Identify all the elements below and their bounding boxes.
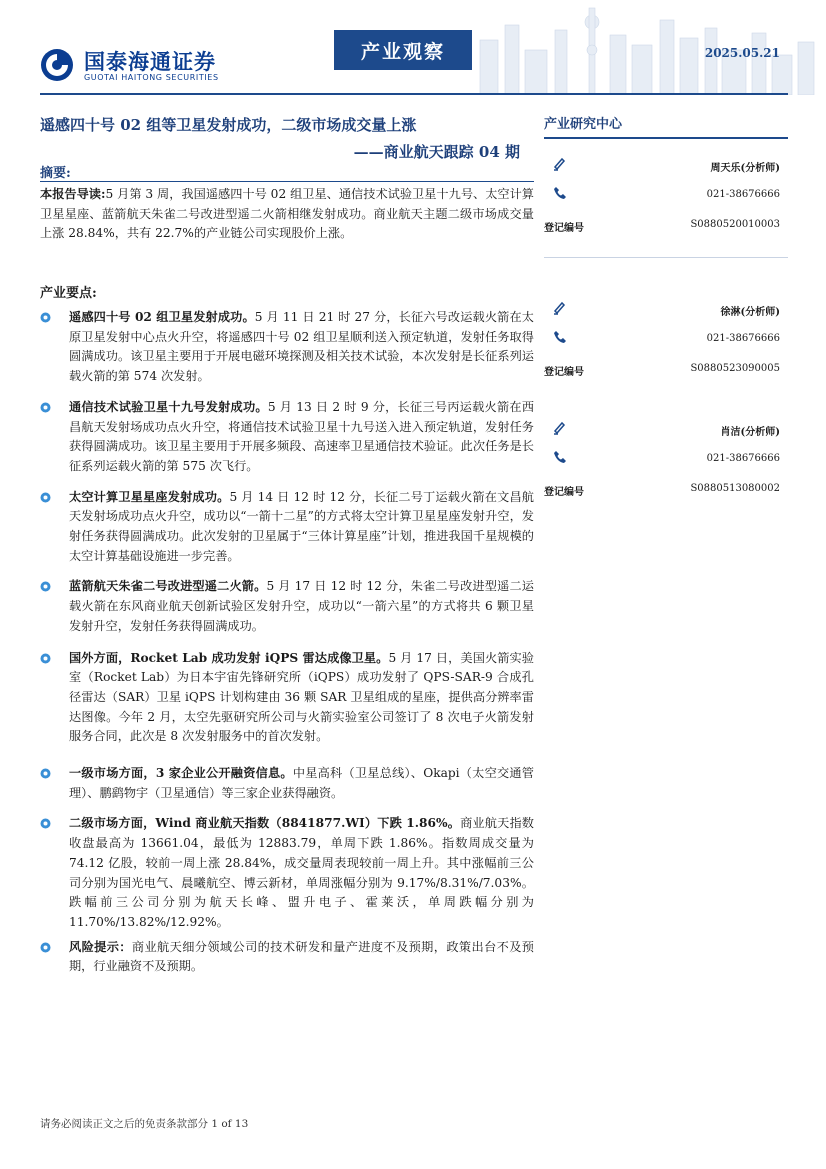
analyst-reg-number: S0880520010003 — [690, 219, 780, 230]
reg-label: 登记编号 — [544, 367, 584, 378]
key-point — [40, 308, 534, 387]
report-type-banner: 产业观察 — [334, 30, 472, 70]
analyst-phone-row — [544, 449, 788, 469]
key-point-text: 5 月 17 日，美国火箭实验室（Rocket Lab）为日本宇宙先锋研究所（iQPS）成功发射了 QPS-SAR-9 合成孔径雷达（SAR）卫星 iQPS 计划构建由 36 颗 SAR 卫星组成的星座，提供高分辨率雷达图像。今年 2 月，太空先驱研究所公司与火箭实验室公司签订了 8 次电子火箭发射服务合同，此次是 8 次发射服务中的首次发射。 — [69, 650, 534, 744]
section-heading: 产业要点: — [40, 286, 97, 301]
analyst-phone: 021-38676666 — [706, 189, 780, 200]
analyst-reg-row — [544, 215, 788, 235]
report-intro — [40, 185, 534, 244]
phone-icon — [552, 185, 568, 201]
abstract-heading: 摘要: — [40, 166, 71, 181]
bullet-icon — [40, 312, 51, 323]
key-point-text: 5 月 11 日 21 时 27 分，长征六号改运载火箭在太原卫星发射中心点火升空，将遥感四十号 02 组卫星顺利送入预定轨道，发射任务取得圆满成功。该卫星主要用于开展电磁环境探测及相关技术试验，本次发射是长征系列运载火箭的第 574 次发射。 — [69, 310, 534, 384]
key-point-title: 国外方面，Rocket Lab 成功发射 iQPS 雷达成像卫星。 — [69, 650, 389, 665]
analyst-name: 肖洁(分析师) — [720, 427, 780, 438]
analyst-name-row — [544, 155, 788, 175]
sidebar-heading: 产业研究中心 — [544, 117, 623, 132]
analyst-reg-number: S0880523090005 — [690, 363, 780, 374]
key-point-text: 中星高科（卫星总线）、Okapi（太空交通管理）、鹏鹞物宇（卫星通信）等三家企业获得融资。 — [69, 766, 534, 800]
analyst-card — [544, 257, 788, 378]
analyst-name-row — [544, 299, 788, 319]
analyst-reg-row — [544, 359, 788, 379]
key-point-title: 二级市场方面，Wind 商业航天指数（8841877.WI）下跌 1.86%。 — [69, 816, 461, 831]
analyst-card — [544, 379, 788, 498]
analyst-reg-row — [544, 479, 788, 499]
key-point — [40, 649, 534, 748]
pen-icon — [552, 299, 568, 315]
analyst-card — [544, 143, 788, 257]
report-subtitle: ——商业航天跟踪 04 期 — [353, 143, 520, 161]
report-date: 2025.05.21 — [704, 46, 780, 60]
analyst-name: 徐淋(分析师) — [720, 307, 780, 318]
reg-label: 登记编号 — [544, 223, 584, 234]
key-point — [40, 938, 534, 977]
phone-icon — [552, 449, 568, 465]
analyst-phone-row — [544, 329, 788, 349]
bullet-icon — [40, 653, 51, 664]
key-point-title: 太空计算卫星星座发射成功。 — [69, 489, 230, 504]
bullet-icon — [40, 768, 51, 779]
key-point-text: 5 月 13 日 2 时 9 分，长征三号丙运载火箭在西昌航天发射场成功点火升空，将通信技术试验卫星十九号送入进入预定轨道，发射任务获得圆满成功。该卫星主要用于开展多频段、高速率卫星通信技术验证。此次任务是长征系列运载火箭的第 575 次飞行。 — [69, 399, 535, 473]
key-point-title: 通信技术试验卫星十九号发射成功。 — [69, 399, 268, 414]
key-point-title: 风险提示： — [69, 939, 132, 954]
abstract-divider — [40, 181, 534, 182]
analyst-phone: 021-38676666 — [706, 333, 780, 344]
intro-label: 本报告导读: — [40, 187, 106, 201]
key-point-title: 一级市场方面，3 家企业公开融资信息。 — [69, 766, 293, 781]
key-point — [40, 577, 534, 636]
analyst-sidebar — [544, 113, 788, 498]
key-point-text: 5 月 17 日 12 时 12 分，朱雀二号改进型遥二运载火箭在东风商业航天创新试验区发射升空，成功以“一箭六星”的方式将共 6 颗卫星发射升空，发射任务获得圆满成功。 — [69, 579, 534, 633]
footer-disclaimer: 请务必阅读正文之后的免责条款部分 1 of 13 — [40, 1118, 249, 1130]
reg-label: 登记编号 — [544, 487, 584, 498]
bullet-icon — [40, 402, 51, 413]
company-name-en: GUOTAI HAITONG SECURITIES — [84, 73, 219, 82]
key-point-text: 商业航天细分领域公司的技术研发和量产进度不及预期，政策出台不及预期，行业融资不及预期。 — [69, 939, 534, 974]
analyst-phone-row — [544, 185, 788, 205]
company-logo-icon — [40, 48, 74, 82]
key-point-text: 商业航天指数收盘最高为 13661.04，最低为 12883.79，单周下跌 1.86%。指数周成交量为 74.12 亿股，较前一周上涨 28.84%，成交量周表现较前一周上升。其中涨幅前三公司分别为国光电气、晨曦航空、博云新材，单周涨幅分别为 9.17%/8.31%/7.03%。跌幅前三公司分别为航天长峰、盟升电子、霍莱沃，单周跌幅分别为 11.70%/13.82%/12.92%。 — [69, 816, 534, 929]
key-point-text: 5 月 14 日 12 时 12 分，长征二号丁运载火箭在文昌航天发射场成功点火升空，成功以“一箭十二星”的方式将太空计算卫星星座发射升空，发射任务获得圆满成功。此次发射的卫星属于“三体计算星座”计划，推进我国千星规模的太空计算基础设施进一步完善。 — [69, 489, 534, 563]
analyst-phone: 021-38676666 — [706, 453, 780, 464]
pen-icon — [552, 155, 568, 171]
company-name-cn: 国泰海通证券 — [84, 50, 216, 74]
analyst-name-row — [544, 419, 788, 439]
key-point-title: 遥感四十号 02 组卫星发射成功。 — [69, 310, 255, 324]
key-point — [40, 488, 534, 567]
analyst-reg-number: S0880513080002 — [690, 483, 780, 494]
key-point — [40, 764, 534, 803]
header-divider — [40, 93, 788, 95]
bullet-icon — [40, 818, 51, 829]
report-title: 遥感四十号 02 组等卫星发射成功，二级市场成交量上涨 — [40, 116, 417, 134]
key-points-list — [40, 308, 534, 977]
intro-text: 5 月第 3 周，我国遥感四十号 02 组卫星、通信技术试验卫星十九号、太空计算卫星星座、蓝箭航天朱雀二号改进型遥二火箭相继发射成功。商业航天主题二级市场成交量上涨 28.84%，共有 22.7%的产业链公司实现股价上涨。 — [40, 187, 534, 241]
key-point — [40, 398, 534, 477]
key-point — [40, 814, 534, 932]
sidebar-divider — [544, 137, 788, 139]
key-point-title: 蓝箭航天朱雀二号改进型遥二火箭。 — [69, 579, 267, 594]
bullet-icon — [40, 942, 51, 953]
bullet-icon — [40, 581, 51, 592]
phone-icon — [552, 329, 568, 345]
bullet-icon — [40, 492, 51, 503]
pen-icon — [552, 419, 568, 435]
analyst-name: 周天乐(分析师) — [710, 163, 780, 174]
